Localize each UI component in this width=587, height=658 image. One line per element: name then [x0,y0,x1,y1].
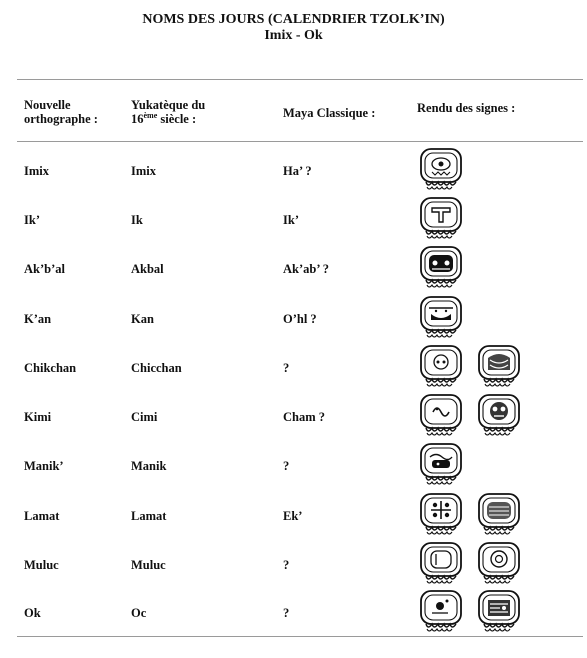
cell-maya-classique: Cham ? [283,410,326,424]
muluc-glyph-a-icon [418,541,464,587]
cell-nouvelle-orthographe: Imix [24,164,49,178]
cell-yukateque: Muluc [131,558,166,572]
page-title: NOMS DES JOURS (CALENDRIER TZOLK’IN) [142,12,445,27]
imix-glyph-icon [418,147,464,193]
cell-yukateque: Kan [131,312,154,326]
cell-nouvelle-orthographe: Manik’ [24,459,64,473]
header-yukateque-rest: siècle : [157,112,197,126]
kan-glyph-icon [418,295,464,341]
header-maya-classique: Maya Classique : [283,106,376,120]
cell-maya-classique: ? [283,361,290,375]
cell-yukateque: Ik [131,213,143,227]
header-rendu-des-signes: Rendu des signes : [417,101,516,115]
cell-yukateque: Akbal [131,262,164,276]
manik-glyph-icon [418,442,464,488]
cell-nouvelle-orthographe: Ik’ [24,213,40,227]
akbal-glyph-icon [418,245,464,291]
chikchan-glyph-a-icon [418,344,464,390]
cell-maya-classique: ? [283,558,290,572]
chikchan-glyph-b-icon [476,344,522,390]
table-top-rule [17,79,583,80]
cell-yukateque: Oc [131,606,147,620]
header-yukateque-line1: Yukatèque du [131,98,206,112]
header-yukateque [131,98,205,126]
cell-maya-classique: Ek’ [283,509,303,523]
cell-maya-classique: Ik’ [283,213,299,227]
cell-nouvelle-orthographe: K’an [24,312,52,326]
page-subtitle: Imix - Ok [264,28,323,43]
header-nouvelle-line1: Nouvelle [24,98,71,112]
header-yukateque-num: 16 [131,112,144,126]
header-nouvelle-line2: orthographe : [24,112,98,126]
header-nouvelle-orthographe [24,98,98,126]
cell-nouvelle-orthographe: Muluc [24,558,59,572]
ik-glyph-icon [418,196,464,242]
kimi-glyph-a-icon [418,393,464,439]
lamat-glyph-a-icon [418,492,464,538]
cell-maya-classique: ? [283,606,290,620]
cell-maya-classique: Ha’ ? [283,164,312,178]
kimi-glyph-b-icon [476,393,522,439]
ok-glyph-b-icon [476,589,522,635]
cell-maya-classique: O’hl ? [283,312,317,326]
header-yukateque-sup: ème [143,110,158,120]
cell-yukateque: Imix [131,164,156,178]
cell-nouvelle-orthographe: Kimi [24,410,52,424]
cell-yukateque: Chicchan [131,361,182,375]
header-rule [17,141,583,142]
cell-maya-classique: ? [283,459,290,473]
header-yukateque-line2 [131,112,205,126]
cell-nouvelle-orthographe: Ak’b’al [24,262,65,276]
lamat-glyph-b-icon [476,492,522,538]
cell-maya-classique: Ak’ab’ ? [283,262,329,276]
muluc-glyph-b-icon [476,541,522,587]
cell-yukateque: Manik [131,459,167,473]
cell-nouvelle-orthographe: Lamat [24,509,60,523]
ok-glyph-a-icon [418,589,464,635]
cell-yukateque: Lamat [131,509,167,523]
table-bottom-rule [17,636,583,637]
cell-yukateque: Cimi [131,410,158,424]
cell-nouvelle-orthographe: Ok [24,606,41,620]
cell-nouvelle-orthographe: Chikchan [24,361,77,375]
